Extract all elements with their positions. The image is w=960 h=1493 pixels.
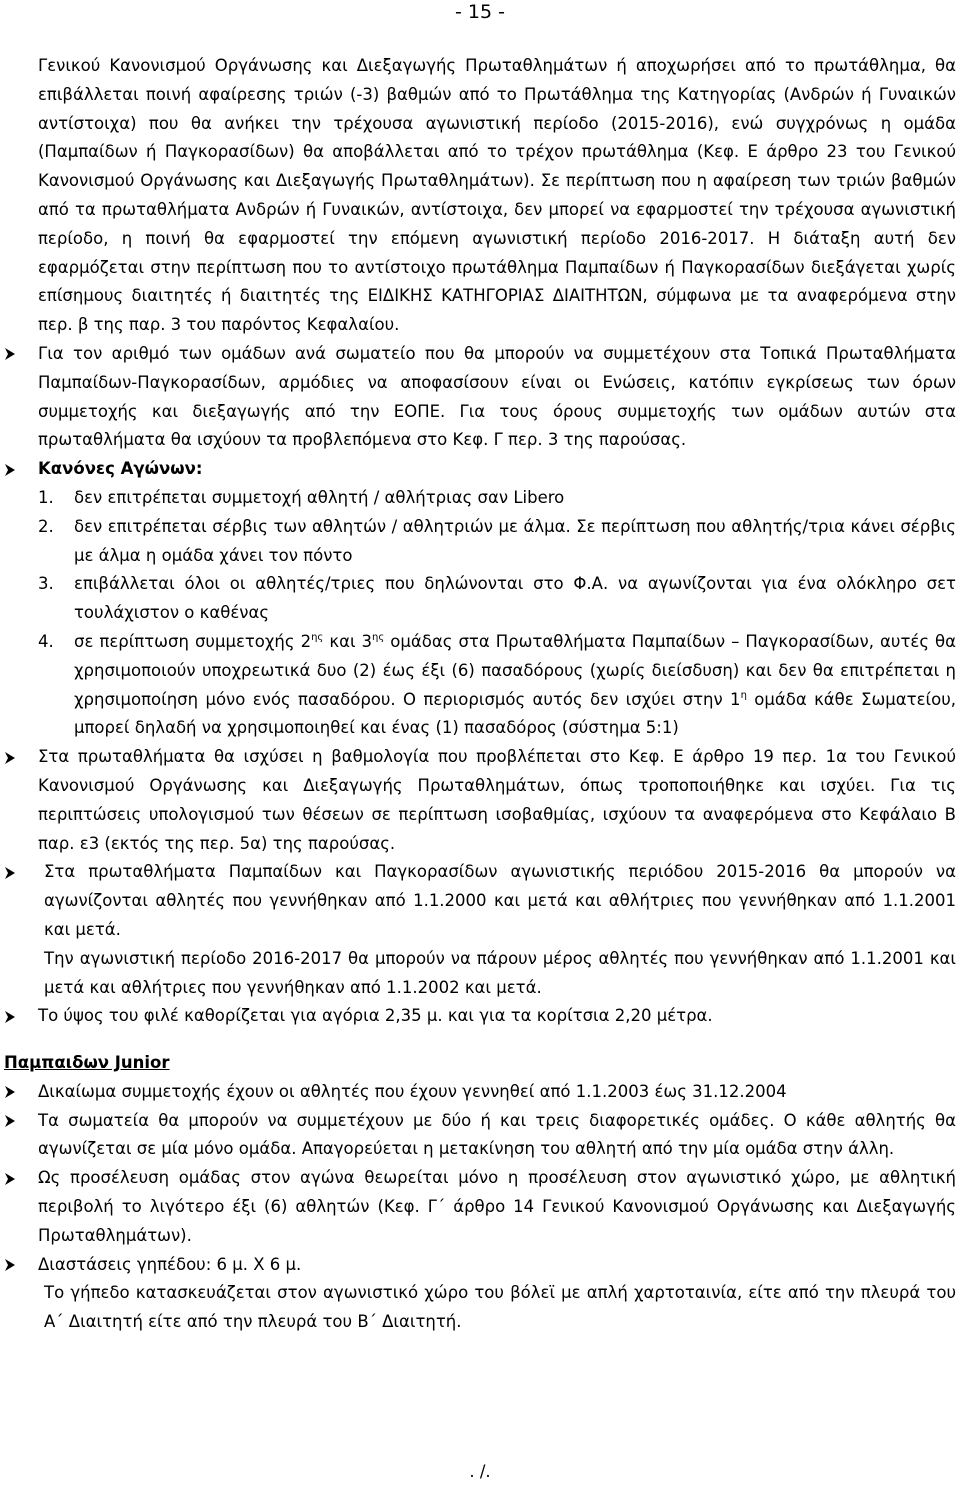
bullet-junior-eligibility <box>0 1078 956 1107</box>
bullet-teams-per-club <box>0 340 956 455</box>
bullet-net-height <box>0 1002 956 1031</box>
bullet-junior-court <box>0 1251 956 1337</box>
ordinal-suffix: η <box>740 689 747 701</box>
bullet-ages <box>0 858 956 1002</box>
bullet-text: Το ύψος του φιλέ καθορίζεται για αγόρια 2,35 μ. και για τα κορίτσια 2,20 μέτρα. <box>38 1006 713 1026</box>
ordinal-suffix: ης <box>372 631 385 643</box>
rule-text-part: ομάδα κάθε Σωματείου, μπορεί δηλαδή να χρησιμοποιηθεί και ένας (1) πασαδόρος (σύστημα 5:1) <box>74 689 956 738</box>
section-title-junior: Παμπαιδων Junior <box>4 1053 170 1073</box>
rules-heading: Κανόνες Αγώνων: <box>38 459 203 479</box>
rule-item <box>38 570 956 628</box>
arrowhead-bullet-icon <box>0 1078 20 1107</box>
arrowhead-bullet-icon <box>0 1002 20 1031</box>
rule-text: επιβάλλεται όλοι οι αθλητές/τριες που δηλώνονται στο Φ.Α. να αγωνίζονται για ένα ολόκληρο σετ τουλάχιστον ο καθένας <box>74 574 956 623</box>
arrowhead-bullet-icon <box>0 1107 20 1136</box>
arrowhead-bullet-icon <box>0 1251 20 1280</box>
document-body <box>0 52 960 1337</box>
rule-number: 1. <box>38 487 54 507</box>
arrowhead-bullet-icon <box>0 340 20 369</box>
bullet-junior-teams <box>0 1107 956 1165</box>
rule-text: δεν επιτρέπεται συμμετοχή αθλητή / αθλήτριας σαν Libero <box>74 487 565 507</box>
arrowhead-bullet-icon <box>0 1164 20 1193</box>
bullet-text: Δικαίωμα συμμετοχής έχουν οι αθλητές που έχουν γεννηθεί από 1.1.2003 έως 31.12.2004 <box>38 1081 787 1101</box>
arrowhead-bullet-icon <box>0 858 20 887</box>
arrowhead-bullet-icon <box>0 455 20 484</box>
rule-number: 3. <box>38 574 54 594</box>
rule-text: δεν επιτρέπεται σέρβις των αθλητών / αθλητριών με άλμα. Σε περίπτωση που αθλητής/τρια κάνει σέρβις με άλμα η ομάδα χάνει τον πόντο <box>74 516 956 565</box>
bullet-junior-no-show <box>0 1164 956 1250</box>
rule-text-part: σε περίπτωση συμμετοχής 2 <box>74 631 312 651</box>
bullet-text: Στα πρωταθλήματα θα ισχύσει η βαθμολογία που προβλέπεται στο Κεφ. Ε άρθρο 19 περ. 1α του Γενικού Κανονισμού Οργάνωσης και Διεξαγωγής Πρωταθλημάτων, όπως τροποποιήθηκε και ισχύει. Για τις περιπτώσεις υπολογισμού των θέσεων σε περίπτωση ισοβαθμίας, ισχύουν τα αναφερόμενα στο Κεφάλαιο Β παρ. ε3 (εκτός της περ. 5α) της παρούσας. <box>38 747 956 853</box>
bullet-text: Ως προσέλευση ομάδας στον αγώνα θεωρείται μόνο η προσέλευση στον αγωνιστικό χώρο, με αθλητική περιβολή το λιγότερο έξι (6) αθλητών (Κεφ. Γ΄ άρθρο 14 Γενικού Κανονισμού Οργάνωσης και Διεξαγωγής Πρωταθλημάτων). <box>38 1168 956 1245</box>
bullet-text: Διαστάσεις γηπέδου: 6 μ. Χ 6 μ. <box>38 1254 302 1274</box>
bullet-match-rules <box>0 455 956 743</box>
rule-text-part: ομάδας στα Πρωταθλήματα Παμπαίδων – Παγκορασίδων, αυτές θα χρησιμοποιούν υποχρεωτικά δυο (2) έως έξι (6) πασαδόρους (χωρίς διείσδυση) και δεν θα επιτρέπεται η χρησιμοποίηση μόνο ενός πασαδόρου. Ο περιορισμός αυτός δεν ισχύει στην 1 <box>74 631 956 709</box>
rule-item <box>38 513 956 571</box>
bullet-text: Για τον αριθμό των ομάδων ανά σωματείο που θα μπορούν να συμμετέχουν στα Τοπικά Πρωταθλήματα Παμπαίδων-Παγκορασίδων, αρμόδιες να αποφασίσουν είναι οι Ενώσεις, κατόπιν εγκρίσεως των όρων συμμετοχής και διεξαγωγής από την ΕΟΠΕ. Για τους όρους συμμετοχής των ομάδων αυτών στα πρωταθλήματα θα ισχύουν τα προβλεπόμενα στο Κεφ. Γ περ. 3 της παρούσας. <box>38 343 956 450</box>
rule-number: 4. <box>38 631 54 651</box>
ordinal-suffix: ης <box>311 631 324 643</box>
bullet-text-continued: Την αγωνιστική περίοδο 2016-2017 θα μπορούν να πάρουν μέρος αθλητές που γεννήθηκαν από 1.1.2001 και μετά και αθλήτριες που γεννήθηκαν από 1.1.2002 και μετά. <box>44 948 956 997</box>
intro-paragraph: Γενικού Κανονισμού Οργάνωσης και Διεξαγωγής Πρωταθλημάτων ή αποχωρήσει από το πρωτάθλημα, θα επιβάλλεται ποινή αφαίρεσης τριών (-3) βαθμών από το Πρωτάθλημα της Κατηγορίας (Ανδρών ή Γυναικών αντίστοιχα) που θα ανήκει την τρέχουσα αγωνιστική περίοδο (2015-2016), ενώ συγχρόνως η ομάδα (Παμπαίδων ή Παγκορασίδων) θα αποβάλλεται από το τρέχον πρωτάθλημα (Κεφ. Ε άρθρο 23 του Γενικού Κανονισμού Οργάνωσης και Διεξαγωγής Πρωταθλημάτων). Σε περίπτωση που η αφαίρεση των τριών βαθμών από τα πρωταθλήματα Ανδρών ή Γυναικών, αντίστοιχα, δεν μπορεί να εφαρμοστεί την τρέχουσα αγωνιστική περίοδο, η ποινή θα εφαρμοστεί την επόμενη αγωνιστική περίοδο 2016-2017. Η διάταξη αυτή δεν εφαρμόζεται στην περίπτωση που το αντίστοιχο πρωτάθλημα Παμπαίδων ή Παγκορασίδων διεξάγεται χωρίς επίσημους διαιτητές ή διαιτητές της ΕΙΔΙΚΗΣ ΚΑΤΗΓΟΡΙΑΣ ΔΙΑΙΤΗΤΩΝ, σύμφωνα με τα αναφερόμενα στην περ. β της παρ. 3 του παρόντος Κεφαλαίου. <box>38 56 956 335</box>
rule-number: 2. <box>38 516 54 536</box>
rule-item <box>38 484 956 513</box>
page-number: - 15 - <box>455 1 505 23</box>
rule-item <box>38 628 956 743</box>
bullet-ranking <box>0 743 956 858</box>
arrowhead-bullet-icon <box>0 743 20 772</box>
rule-text-part: και 3 <box>323 631 373 651</box>
bullet-text-continued: Το γήπεδο κατασκευάζεται στον αγωνιστικό χώρο του βόλεϊ με απλή χαρτοταινία, είτε από την πλευρά του Α΄ Διαιτητή είτε από την πλευρά του Β΄ Διαιτητή. <box>44 1283 956 1332</box>
bullet-text: Τα σωματεία θα μπορούν να συμμετέχουν με δύο ή και τρεις διαφορετικές ομάδες. Ο κάθε αθλητής θα αγωνίζεται σε μία μόνο ομάδα. Απαγορεύεται η μετακίνηση του αθλητή από την μία ομάδα στην άλλη. <box>38 1110 956 1159</box>
page-continuation-mark: . /. <box>469 1462 491 1481</box>
bullet-text: Στα πρωταθλήματα Παμπαίδων και Παγκορασίδων αγωνιστικής περιόδου 2015-2016 θα μπορούν να αγωνίζονται αθλητές που γεννήθηκαν από 1.1.2000 και μετά και αθλήτριες που γεννήθηκαν από 1.1.2001 και μετά. <box>44 862 956 939</box>
rules-list <box>38 484 956 743</box>
